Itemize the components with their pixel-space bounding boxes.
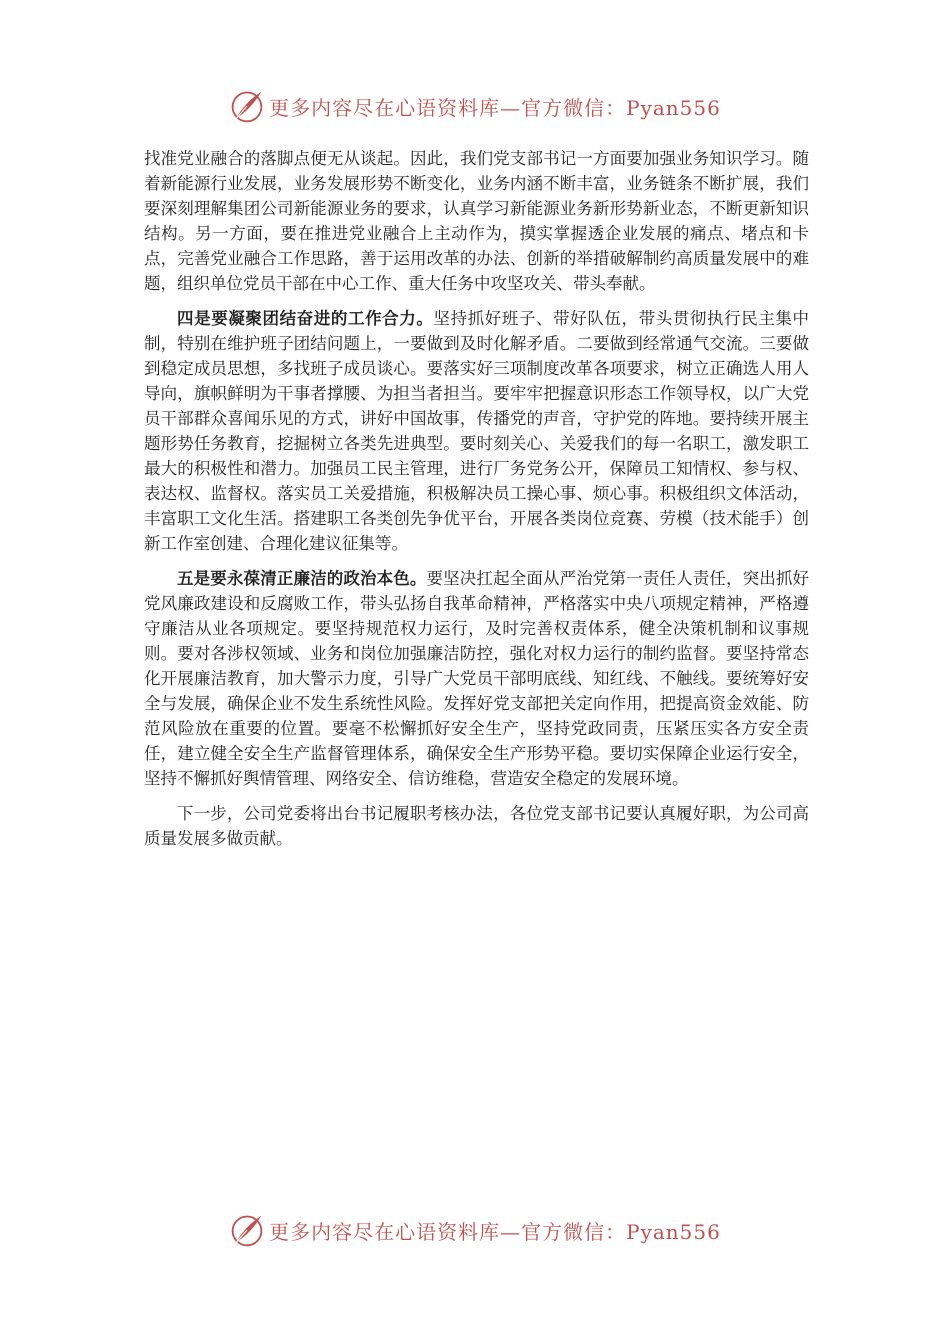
paragraph-2-heading: 四是要凝聚团结奋进的工作合力。: [177, 309, 434, 328]
quill-pen-icon: [229, 88, 265, 124]
footer-banner-text: 更多内容尽在心语资料库—官方微信：Pyan556: [269, 1219, 721, 1244]
paragraph-3: [144, 566, 809, 791]
paragraph-3-text: 要坚决扛起全面从严治党第一责任人责任，突出抓好党风廉政建设和反腐败工作，带头弘扬自我革命精神，严格落实中央八项规定精神，严格遵守廉洁从业各项规定。要坚持规范权力运行，及时完善权责体系，健全决策机制和议事规则。要对各涉权领域、业务和岗位加强廉洁防控，强化对权力运行的制约监督。要坚持常态化开展廉洁教育，加大警示力度，引导广大党员干部明底线、知红线、不触线。要统筹好安全与发展，确保企业不发生系统性风险。发挥好党支部把关定向作用，把提高资金效能、防范风险放在重要的位置。要毫不松懈抓好安全生产，坚持党政同责，压紧压实各方安全责任，建立健全安全生产监督管理体系，确保安全生产形势平稳。要切实保障企业运行安全，坚持不懈抓好舆情管理、网络安全、信访维稳，营造安全稳定的发展环境。: [144, 569, 810, 788]
paragraph-1: [144, 146, 809, 296]
document-body: [144, 146, 809, 861]
paragraph-2-text: 坚持抓好班子、带好队伍，带头贯彻执行民主集中制，特别在维护班子团结问题上，一要做到及时化解矛盾。二要做到经常通气交流。三要做到稳定成员思想，多找班子成员谈心。要落实好三项制度改革各项要求，树立正确选人用人导向，旗帜鲜明为干事者撑腰、为担当者担当。要牢牢把握意识形态工作领导权，以广大党员干部群众喜闻乐见的方式，讲好中国故事，传播党的声音，守护党的阵地。要持续开展主题形势任务教育，挖掘树立各类先进典型。要时刻关心、关爱我们的每一名职工，激发职工最大的积极性和潜力。加强员工民主管理，进行厂务党务公开，保障员工知情权、参与权、表达权、监督权。落实员工关爱措施，积极解决员工操心事、烦心事。积极组织文体活动，丰富职工文化生活。搭建职工各类创先争优平台，开展各类岗位竞赛、劳模（技术能手）创新工作室创建、合理化建议征集等。: [144, 309, 810, 553]
quill-pen-icon: [229, 1212, 265, 1248]
footer-banner: [0, 1210, 950, 1250]
paragraph-1-text: 找准党业融合的落脚点便无从谈起。因此，我们党支部书记一方面要加强业务知识学习。随着新能源行业发展，业务发展形势不断变化，业务内涵不断丰富，业务链条不断扩展，我们要深刻理解集团公司新能源业务的要求，认真学习新能源业务新形势新业态，不断更新知识结构。另一方面，要在推进党业融合上主动作为，摸实掌握透企业发展的痛点、堵点和卡点，完善党业融合工作思路，善于运用改革的办法、创新的举措破解制约高质量发展中的难题，组织单位党员干部在中心工作、重大任务中攻坚攻关、带头奉献。: [144, 149, 809, 293]
header-banner: [0, 86, 950, 126]
paragraph-4-text: 下一步，公司党委将出台书记履职考核办法，各位党支部书记要认真履好职，为公司高质量发展多做贡献。: [144, 804, 809, 848]
paragraph-3-heading: 五是要永葆清正廉洁的政治本色。: [177, 569, 427, 588]
paragraph-2: [144, 306, 809, 556]
paragraph-4: [144, 801, 809, 851]
header-banner-text: 更多内容尽在心语资料库—官方微信：Pyan556: [269, 95, 721, 120]
